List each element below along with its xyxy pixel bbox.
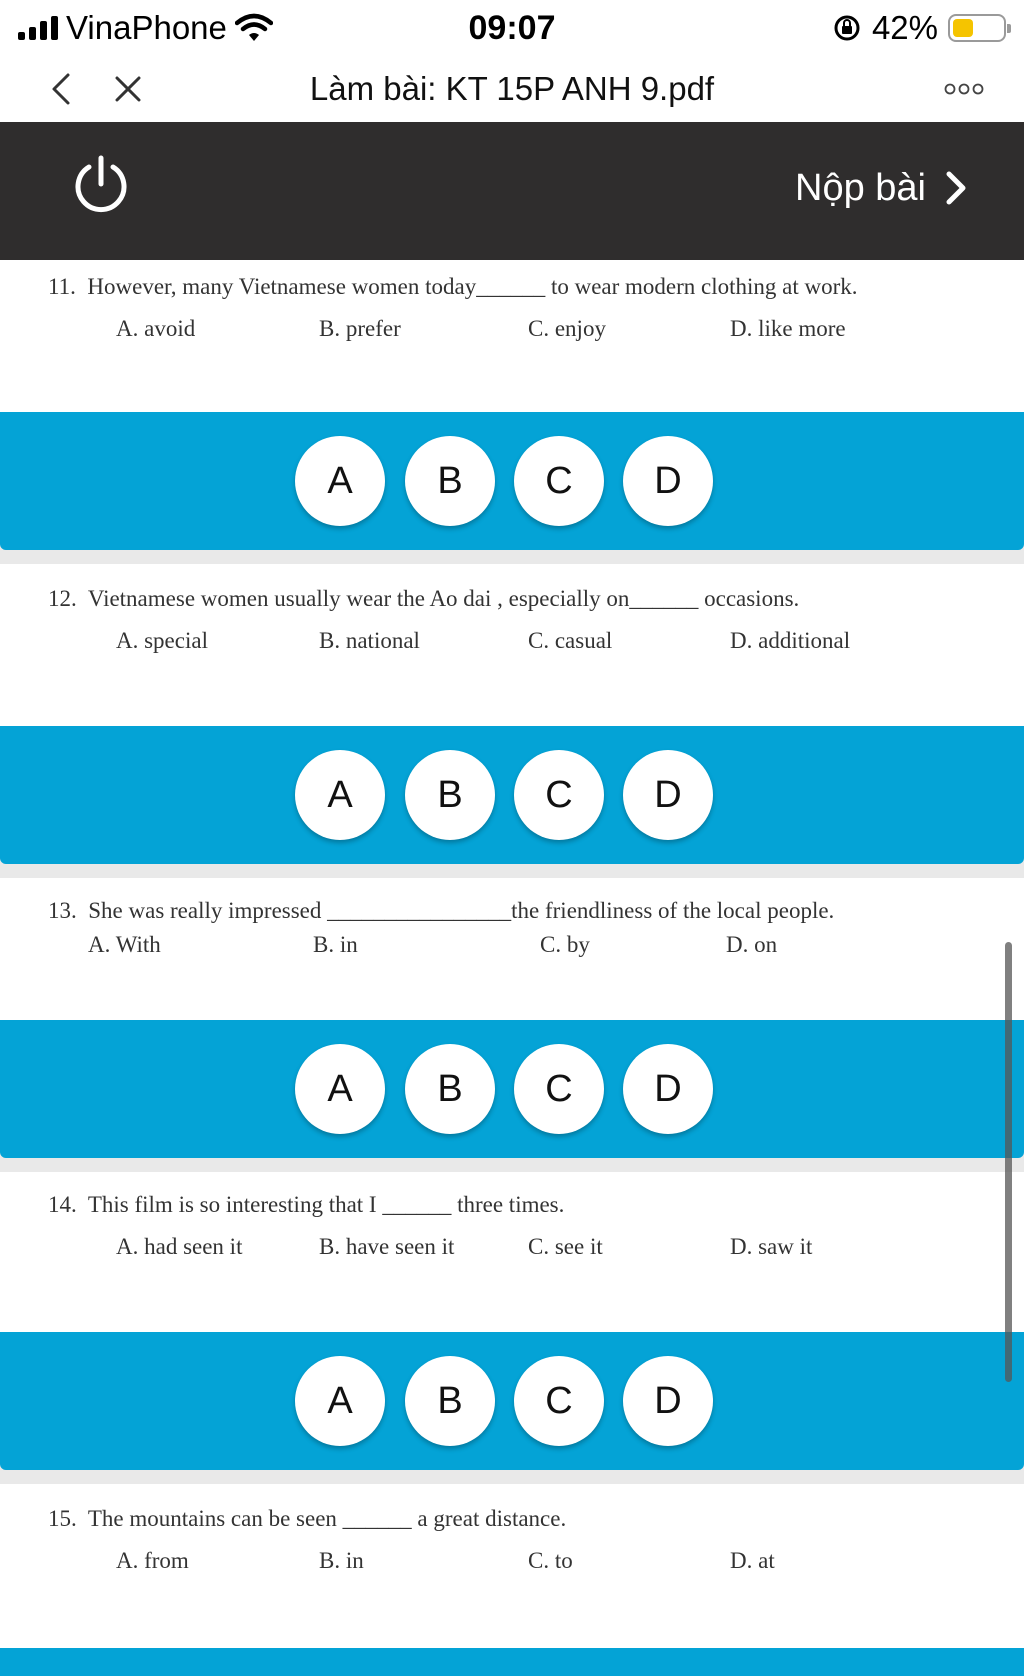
answer-choice-d[interactable]: D bbox=[623, 1044, 713, 1134]
answer-choice-c[interactable]: C bbox=[514, 1356, 604, 1446]
question-card bbox=[0, 564, 1024, 726]
option-text: A. With bbox=[88, 932, 161, 957]
answer-choice-b[interactable]: B bbox=[405, 1356, 495, 1446]
option-text: A. had seen it bbox=[116, 1234, 243, 1259]
clock: 09:07 bbox=[468, 9, 556, 47]
question-text: 11. However, many Vietnamese women today______ to wear modern clothing at work. bbox=[48, 274, 858, 299]
answer-choice-d[interactable]: D bbox=[623, 436, 713, 526]
option-text: D. saw it bbox=[730, 1234, 813, 1259]
question-card bbox=[0, 1172, 1024, 1332]
answer-band bbox=[0, 1332, 1024, 1470]
answer-band bbox=[0, 726, 1024, 864]
answer-band bbox=[0, 1020, 1024, 1158]
option-text: C. see it bbox=[528, 1234, 603, 1259]
option-text: B. prefer bbox=[319, 316, 401, 341]
question-text: 14. This film is so interesting that I ______ three times. bbox=[48, 1192, 565, 1217]
question-card bbox=[0, 260, 1024, 412]
chevron-right-icon bbox=[944, 169, 968, 207]
question-text: 15. The mountains can be seen ______ a great distance. bbox=[48, 1506, 567, 1531]
answer-choice-d[interactable]: D bbox=[623, 750, 713, 840]
question-card bbox=[0, 878, 1024, 1020]
answer-choice-a[interactable]: A bbox=[295, 750, 385, 840]
option-text: A. avoid bbox=[116, 316, 196, 341]
status-right bbox=[832, 6, 1006, 50]
submit-button[interactable] bbox=[795, 158, 968, 218]
option-text: B. national bbox=[319, 628, 420, 653]
answer-choice-c[interactable]: C bbox=[514, 750, 604, 840]
document-title: Làm bài: KT 15P ANH 9.pdf bbox=[309, 70, 715, 107]
exam-toolbar bbox=[0, 122, 1024, 260]
answer-choice-b[interactable]: B bbox=[405, 436, 495, 526]
question-text: 13. She was really impressed ________________the friendliness of the local people. bbox=[48, 898, 835, 923]
carrier-name: VinaPhone bbox=[66, 9, 227, 46]
battery-fill bbox=[953, 19, 973, 37]
answer-choice-c[interactable]: C bbox=[514, 436, 604, 526]
answer-choice-a[interactable]: A bbox=[295, 1356, 385, 1446]
option-text: A. special bbox=[116, 628, 208, 653]
option-text: C. enjoy bbox=[528, 316, 606, 341]
answer-band bbox=[0, 1648, 1024, 1676]
option-text: B. in bbox=[313, 932, 358, 957]
option-text: C. casual bbox=[528, 628, 613, 653]
answer-choice-c[interactable]: C bbox=[514, 1044, 604, 1134]
answer-choice-b[interactable]: B bbox=[405, 750, 495, 840]
answer-band bbox=[0, 412, 1024, 550]
answer-choice-b[interactable]: B bbox=[405, 1044, 495, 1134]
option-text: B. have seen it bbox=[319, 1234, 455, 1259]
more-dots-icon[interactable] bbox=[944, 82, 984, 96]
answer-choice-d[interactable]: D bbox=[623, 1356, 713, 1446]
battery-icon bbox=[948, 14, 1006, 42]
status-bar bbox=[0, 0, 1024, 56]
question-text: 12. Vietnamese women usually wear the Ao dai , especially on______ occasions. bbox=[48, 586, 800, 611]
option-text: D. at bbox=[730, 1548, 775, 1573]
scrollbar[interactable] bbox=[1005, 942, 1012, 1382]
battery-percent: 42% bbox=[871, 9, 938, 46]
option-text: C. to bbox=[528, 1548, 573, 1573]
option-text: D. like more bbox=[730, 316, 846, 341]
answer-choice-a[interactable]: A bbox=[295, 436, 385, 526]
rotation-lock-icon bbox=[832, 13, 862, 43]
option-text: D. on bbox=[726, 932, 778, 957]
option-text: B. in bbox=[319, 1548, 364, 1573]
answer-choice-a[interactable]: A bbox=[295, 1044, 385, 1134]
submit-label: Nộp bài bbox=[795, 166, 926, 209]
option-text: D. additional bbox=[730, 628, 851, 653]
power-icon[interactable] bbox=[70, 154, 132, 216]
option-text: A. from bbox=[116, 1548, 189, 1573]
option-text: C. by bbox=[540, 932, 590, 957]
question-card bbox=[0, 1484, 1024, 1648]
nav-bar bbox=[0, 56, 1024, 122]
